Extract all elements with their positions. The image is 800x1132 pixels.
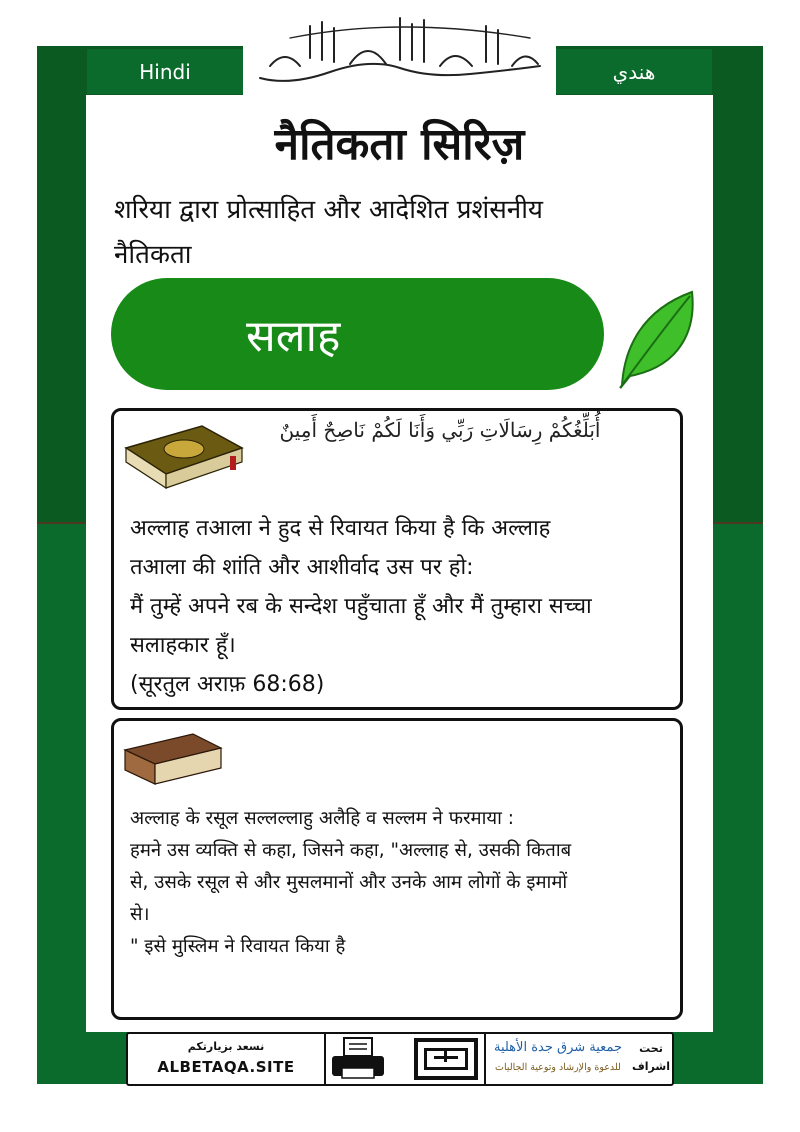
hadith-source: " इसे मुस्लिम ने रिवायत किया है: [130, 936, 346, 957]
page-title: नैतिकता सिरिज़: [274, 119, 525, 170]
kufic-logo-icon: [410, 1034, 482, 1084]
text-line: हमने उस व्यक्ति से कहा, जिसने कहा, "अल्लाह से, उसकी किताब: [130, 840, 572, 861]
printer-icon[interactable]: [328, 1034, 388, 1084]
supervision-word-1: تحت: [639, 1042, 663, 1055]
visit-text: نسعد بزيارتكم: [187, 1040, 265, 1053]
text-line: मैं तुम्हें अपने रब के सन्देश पहुँचाता हूँ और मैं तुम्हारा सच्चा: [130, 594, 592, 619]
text-line: अल्लाह तआला ने हुद से रिवायत किया है कि अल्लाह: [130, 516, 551, 541]
language-label-arabic: هندي: [556, 49, 712, 94]
text-line: से, उसके रसूल से और मुसलमानों और उनके आम लोगों के इमामों: [130, 872, 568, 893]
quran-book-icon: [122, 418, 246, 492]
language-label-english: Hindi: [87, 49, 243, 94]
subtitle-line: शरिया द्वारा प्रोत्साहित और आदेशित प्रशंसनीय: [114, 195, 544, 225]
footer-divider: [484, 1034, 486, 1084]
supervision-word-2: اشراف: [632, 1060, 670, 1073]
footer-divider: [324, 1034, 326, 1084]
bismillah-calligraphy: [250, 8, 550, 92]
text-line: सलाहकार हूँ।: [130, 633, 236, 658]
hadith-text: [130, 803, 670, 963]
subtitle: [114, 188, 674, 278]
quran-verse-arabic: أُبَلِّغُكُمْ رِسَالَاتِ رَبِّي وَأَنَا لَكُمْ نَاصِحٌ أَمِينٌ: [279, 418, 601, 442]
subtitle-line: नैतिकता: [114, 240, 192, 270]
supervision-label: [630, 1034, 672, 1084]
text-line: अल्लाह के रसूल सल्लल्लाहु अलैहि व सल्लम ने फरमाया :: [130, 808, 515, 829]
verse-reference: (सूरतुल अराफ़ 68:68): [130, 672, 325, 697]
website-block[interactable]: [128, 1034, 324, 1084]
hadith-book-icon: [119, 730, 225, 788]
website-link[interactable]: ALBETAQA.SITE: [157, 1058, 295, 1076]
organization-subtitle: للدعوة والإرشاد وتوعية الجاليات: [495, 1062, 621, 1073]
topic-banner: सलाह: [111, 278, 604, 390]
text-line: से।: [130, 904, 150, 925]
footer-bar: [126, 1032, 674, 1086]
quran-verse-text: [130, 509, 670, 704]
text-line: तआला की शांति और आशीर्वाद उस पर हो:: [130, 555, 474, 580]
organization-logo: [488, 1034, 628, 1084]
leaf-icon: [612, 288, 698, 390]
organization-name: جمعية شرق جدة الأهلية: [493, 1040, 622, 1055]
